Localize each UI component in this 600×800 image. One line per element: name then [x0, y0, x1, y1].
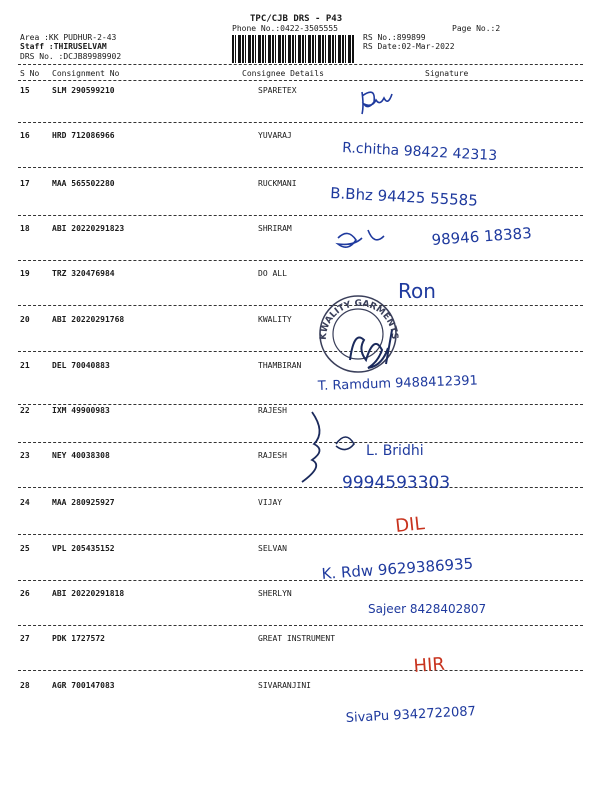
row-consignment: ABI 20220291768	[52, 315, 125, 324]
row-consignment: AGR 700147083	[52, 681, 115, 690]
row-sno: 27	[20, 634, 30, 643]
row-sno: 28	[20, 681, 30, 690]
signature-row22	[336, 437, 354, 450]
handwriting-row17: B.Bhz 94425 55585	[329, 184, 479, 210]
row-consignment: HRD 712086966	[52, 131, 115, 140]
row-consignment: VPL 205435152	[52, 544, 115, 553]
row-consignment: IXM 49900983	[52, 406, 110, 415]
row-sno: 20	[20, 315, 30, 324]
row-sno: 25	[20, 544, 30, 553]
handwriting-row19: Ron	[398, 279, 436, 303]
handwriting-row24: DIL	[394, 513, 426, 537]
row-consignee: DO ALL	[258, 269, 287, 278]
handwriting-row23: 9994593303	[342, 473, 451, 493]
row-sno: 15	[20, 86, 30, 95]
handwriting-row28: SivaPu 9342722087	[345, 704, 477, 726]
handwriting-row27: HIR	[412, 653, 446, 677]
row-sno: 18	[20, 224, 30, 233]
row-sno: 22	[20, 406, 30, 415]
drs-number: DRS No. :DCJB89989902	[20, 52, 122, 61]
row-consignee: SIVARANJINI	[258, 681, 311, 690]
row-sno: 17	[20, 179, 30, 188]
row-consignee: VIJAY	[258, 498, 283, 507]
bracket-mark	[302, 412, 320, 482]
row-consignee: SPARETEX	[258, 86, 297, 95]
row-consignee: YUVARAJ	[258, 131, 292, 140]
stamp-inner-ring	[333, 309, 383, 359]
row-consignment: MAA 280925927	[52, 498, 115, 507]
handwriting-row26: Sajeer 8428402807	[368, 602, 487, 616]
signature-row18	[338, 230, 384, 247]
staff-label: Staff :THIRUSELVAM	[20, 42, 107, 51]
row-consignee: KWALITY	[258, 315, 292, 324]
signature-row20	[350, 330, 392, 368]
row-consignment: DEL 70040883	[52, 361, 110, 370]
row-sno: 26	[20, 589, 30, 598]
row-sno: 16	[20, 131, 30, 140]
row-sno: 23	[20, 451, 30, 460]
column-sno: S No	[20, 69, 40, 78]
row-consignee: RAJESH	[258, 406, 287, 415]
page-number: Page No.:2	[452, 24, 501, 33]
handwriting-row25: K. Rdw 9629386935	[321, 554, 474, 583]
row-consignment: MAA 565502280	[52, 179, 115, 188]
row-sno: 24	[20, 498, 30, 507]
column-signature: Signature	[425, 69, 469, 78]
stamp-text: KWALITY GARMENTS	[318, 298, 400, 341]
row-sno: 21	[20, 361, 30, 370]
row-consignee: GREAT INSTRUMENT	[258, 634, 336, 643]
column-consignee: Consignee Details	[242, 69, 324, 78]
row-consignee: RUCKMANI	[258, 179, 297, 188]
row-consignee: SHERLYN	[258, 589, 292, 598]
row-consignment: ABI 20220291823	[52, 224, 125, 233]
area-label: Area :KK PUDHUR-2-43	[20, 33, 117, 42]
row-consignment: ABI 20220291818	[52, 589, 125, 598]
handwriting-row21: T. Ramdum 9488412391	[317, 373, 479, 394]
handwriting-row16: R.chitha 98422 42313	[341, 140, 498, 165]
handwriting-row22: L. Bridhi	[366, 443, 424, 459]
row-consignment: SLM 290599210	[52, 86, 115, 95]
row-consignment: PDK 1727572	[52, 634, 105, 643]
rs-number: RS No.:899899	[363, 33, 426, 42]
row-consignee: SHRIRAM	[258, 224, 292, 233]
phone-number: Phone No.:0422-3505555	[232, 24, 338, 33]
row-consignment: TRZ 320476984	[52, 269, 115, 278]
rs-date: RS Date:02-Mar-2022	[363, 42, 455, 51]
row-sno: 19	[20, 269, 30, 278]
document-title: TPC/CJB DRS - P43	[250, 14, 343, 24]
row-consignment: NEY 40038308	[52, 451, 110, 460]
row-consignee: SELVAN	[258, 544, 287, 553]
column-consignment: Consignment No	[52, 69, 120, 78]
row-consignee: THAMBIRAN	[258, 361, 302, 370]
row-consignee: RAJESH	[258, 451, 287, 460]
handwriting-row18: 98946 18383	[431, 224, 533, 249]
signature-row15	[362, 92, 392, 114]
